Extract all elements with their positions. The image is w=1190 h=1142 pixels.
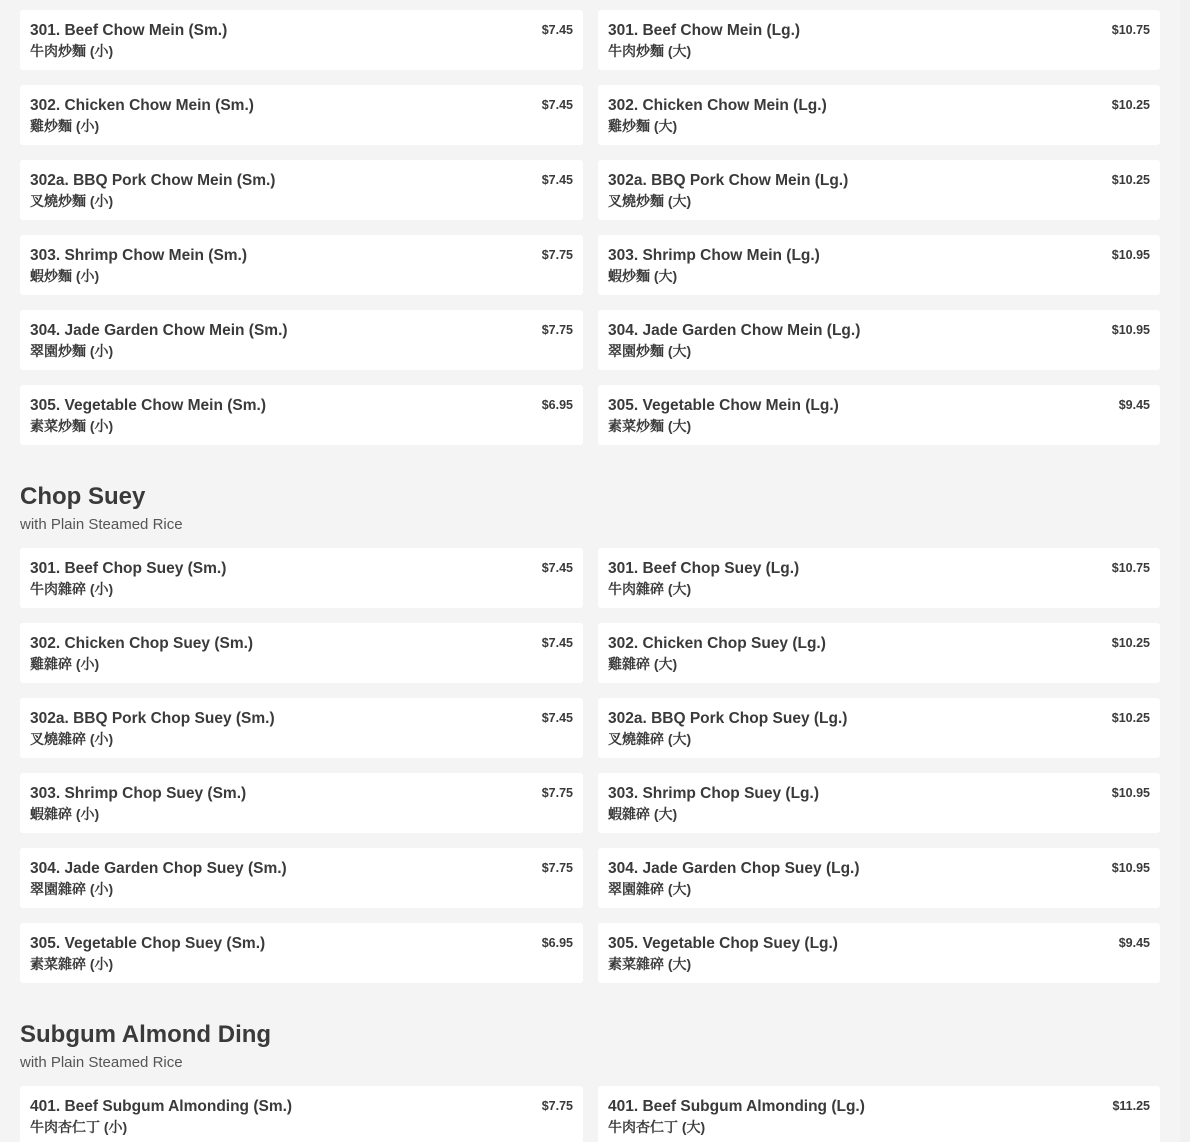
menu-item-chinese-name: 蝦雜碎 (小) xyxy=(30,806,100,822)
menu-item-chinese-name: 牛肉雜碎 (大) xyxy=(608,581,692,597)
menu-item-price: $10.95 xyxy=(1111,786,1150,800)
menu-item-card[interactable] xyxy=(598,1086,1160,1142)
menu-item-price: $10.25 xyxy=(1111,711,1150,725)
menu-item-price: $7.75 xyxy=(541,1099,573,1113)
menu-item-price: $7.75 xyxy=(541,786,573,800)
section-header-chop-suey xyxy=(20,482,183,535)
section-description: with Plain Steamed Rice xyxy=(20,516,183,533)
menu-item-name: 302a. BBQ Pork Chow Mein (Lg.) xyxy=(608,172,849,189)
menu-item-name: 305. Vegetable Chow Mein (Sm.) xyxy=(30,397,267,414)
menu-item-card[interactable] xyxy=(598,923,1160,983)
menu-item-chinese-name: 牛肉杏仁丁 (小) xyxy=(30,1119,128,1135)
menu-item-card[interactable] xyxy=(20,10,583,70)
menu-item-card[interactable] xyxy=(598,848,1160,908)
menu-item-price: $10.95 xyxy=(1111,861,1150,875)
menu-item-price: $7.75 xyxy=(541,248,573,262)
menu-item-chinese-name: 翠園雜碎 (大) xyxy=(608,881,692,897)
menu-item-chinese-name: 叉燒炒麵 (小) xyxy=(30,193,114,209)
menu-item-card[interactable] xyxy=(20,848,583,908)
menu-item-card[interactable] xyxy=(598,85,1160,145)
menu-item-chinese-name: 翠園炒麵 (小) xyxy=(30,343,114,359)
menu-item-card[interactable] xyxy=(20,385,583,445)
menu-item-price: $7.45 xyxy=(541,711,573,725)
menu-item-name: 302. Chicken Chop Suey (Sm.) xyxy=(30,635,254,652)
menu-item-name: 302a. BBQ Pork Chow Mein (Sm.) xyxy=(30,172,276,189)
menu-item-card[interactable] xyxy=(598,10,1160,70)
menu-item-price: $6.95 xyxy=(541,936,573,950)
menu-item-chinese-name: 牛肉炒麵 (小) xyxy=(30,43,114,59)
menu-item-price: $10.95 xyxy=(1111,323,1150,337)
menu-item-name: 401. Beef Subgum Almonding (Sm.) xyxy=(30,1098,293,1115)
menu-item-chinese-name: 牛肉雜碎 (小) xyxy=(30,581,114,597)
menu-item-price: $10.75 xyxy=(1111,23,1150,37)
menu-item-price: $7.45 xyxy=(541,23,573,37)
menu-item-card[interactable] xyxy=(20,85,583,145)
menu-item-name: 305. Vegetable Chow Mein (Lg.) xyxy=(608,397,839,414)
menu-item-price: $7.45 xyxy=(541,636,573,650)
menu-item-name: 303. Shrimp Chop Suey (Lg.) xyxy=(608,785,819,802)
menu-item-price: $10.25 xyxy=(1111,173,1150,187)
menu-item-name: 302. Chicken Chow Mein (Sm.) xyxy=(30,97,254,114)
menu-item-chinese-name: 叉燒炒麵 (大) xyxy=(608,193,692,209)
menu-item-name: 303. Shrimp Chow Mein (Sm.) xyxy=(30,247,248,264)
chop-suey-item-grid xyxy=(20,548,1160,983)
menu-item-chinese-name: 叉燒雜碎 (小) xyxy=(30,731,114,747)
menu-item-card[interactable] xyxy=(598,773,1160,833)
menu-item-name: 303. Shrimp Chop Suey (Sm.) xyxy=(30,785,247,802)
menu-item-card[interactable] xyxy=(20,548,583,608)
menu-item-name: 401. Beef Subgum Almonding (Lg.) xyxy=(608,1098,865,1115)
menu-item-price: $11.25 xyxy=(1112,1099,1150,1113)
menu-item-name: 302. Chicken Chop Suey (Lg.) xyxy=(608,635,826,652)
menu-item-chinese-name: 蝦雜碎 (大) xyxy=(608,806,678,822)
menu-item-name: 301. Beef Chop Suey (Lg.) xyxy=(608,560,800,577)
menu-item-price: $7.75 xyxy=(541,323,573,337)
menu-item-price: $7.45 xyxy=(541,561,573,575)
menu-item-chinese-name: 素菜炒麵 (小) xyxy=(30,418,114,434)
menu-item-chinese-name: 叉燒雜碎 (大) xyxy=(608,731,692,747)
page-scrollbar[interactable] xyxy=(1180,0,1190,1142)
menu-item-card[interactable] xyxy=(598,235,1160,295)
subgum-item-grid xyxy=(20,1086,1160,1142)
menu-item-card[interactable] xyxy=(20,310,583,370)
menu-item-chinese-name: 素菜雜碎 (小) xyxy=(30,956,114,972)
menu-item-chinese-name: 牛肉炒麵 (大) xyxy=(608,43,692,59)
menu-item-chinese-name: 雞炒麵 (大) xyxy=(608,118,678,134)
menu-item-price: $9.45 xyxy=(1118,398,1150,412)
section-title: Chop Suey xyxy=(20,483,146,510)
menu-item-chinese-name: 雞雜碎 (大) xyxy=(608,656,678,672)
menu-item-name: 302a. BBQ Pork Chop Suey (Sm.) xyxy=(30,710,275,727)
menu-item-name: 301. Beef Chow Mein (Lg.) xyxy=(608,22,801,39)
menu-item-name: 305. Vegetable Chop Suey (Lg.) xyxy=(608,935,838,952)
menu-item-price: $10.25 xyxy=(1111,98,1150,112)
section-title: Subgum Almond Ding xyxy=(20,1021,272,1048)
menu-item-chinese-name: 蝦炒麵 (大) xyxy=(608,268,678,284)
menu-item-card[interactable] xyxy=(20,623,583,683)
menu-item-chinese-name: 翠園炒麵 (大) xyxy=(608,343,692,359)
menu-item-name: 303. Shrimp Chow Mein (Lg.) xyxy=(608,247,820,264)
menu-item-name: 301. Beef Chow Mein (Sm.) xyxy=(30,22,228,39)
menu-item-chinese-name: 雞雜碎 (小) xyxy=(30,656,100,672)
menu-item-name: 302. Chicken Chow Mein (Lg.) xyxy=(608,97,827,114)
menu-item-name: 304. Jade Garden Chop Suey (Lg.) xyxy=(608,860,860,877)
menu-item-name: 304. Jade Garden Chow Mein (Sm.) xyxy=(30,322,288,339)
menu-item-card[interactable] xyxy=(20,923,583,983)
menu-item-card[interactable] xyxy=(20,698,583,758)
chow-mein-item-grid xyxy=(20,10,1160,445)
menu-item-card[interactable] xyxy=(598,160,1160,220)
menu-item-card[interactable] xyxy=(598,385,1160,445)
menu-item-chinese-name: 雞炒麵 (小) xyxy=(30,118,100,134)
menu-item-card[interactable] xyxy=(20,773,583,833)
menu-item-card[interactable] xyxy=(598,548,1160,608)
menu-item-name: 302a. BBQ Pork Chop Suey (Lg.) xyxy=(608,710,848,727)
section-description: with Plain Steamed Rice xyxy=(20,1054,183,1071)
menu-item-price: $10.25 xyxy=(1111,636,1150,650)
menu-item-card[interactable] xyxy=(20,1086,583,1142)
menu-item-name: 305. Vegetable Chop Suey (Sm.) xyxy=(30,935,266,952)
menu-item-price: $10.75 xyxy=(1111,561,1150,575)
menu-item-card[interactable] xyxy=(598,623,1160,683)
menu-item-card[interactable] xyxy=(598,310,1160,370)
menu-item-price: $6.95 xyxy=(541,398,573,412)
menu-item-name: 304. Jade Garden Chow Mein (Lg.) xyxy=(608,322,861,339)
menu-item-name: 304. Jade Garden Chop Suey (Sm.) xyxy=(30,860,287,877)
menu-item-price: $9.45 xyxy=(1118,936,1150,950)
menu-item-chinese-name: 素菜炒麵 (大) xyxy=(608,418,692,434)
menu-item-chinese-name: 牛肉杏仁丁 (大) xyxy=(608,1119,706,1135)
menu-item-price: $7.45 xyxy=(541,173,573,187)
menu-item-card[interactable] xyxy=(20,160,583,220)
menu-item-name: 301. Beef Chop Suey (Sm.) xyxy=(30,560,227,577)
menu-item-card[interactable] xyxy=(598,698,1160,758)
menu-item-price: $7.75 xyxy=(541,861,573,875)
section-header-subgum-almond-ding xyxy=(20,1020,271,1073)
menu-item-chinese-name: 蝦炒麵 (小) xyxy=(30,268,100,284)
menu-item-card[interactable] xyxy=(20,235,583,295)
menu-item-price: $7.45 xyxy=(541,98,573,112)
menu-item-chinese-name: 翠園雜碎 (小) xyxy=(30,881,114,897)
menu-item-chinese-name: 素菜雜碎 (大) xyxy=(608,956,692,972)
menu-item-price: $10.95 xyxy=(1111,248,1150,262)
